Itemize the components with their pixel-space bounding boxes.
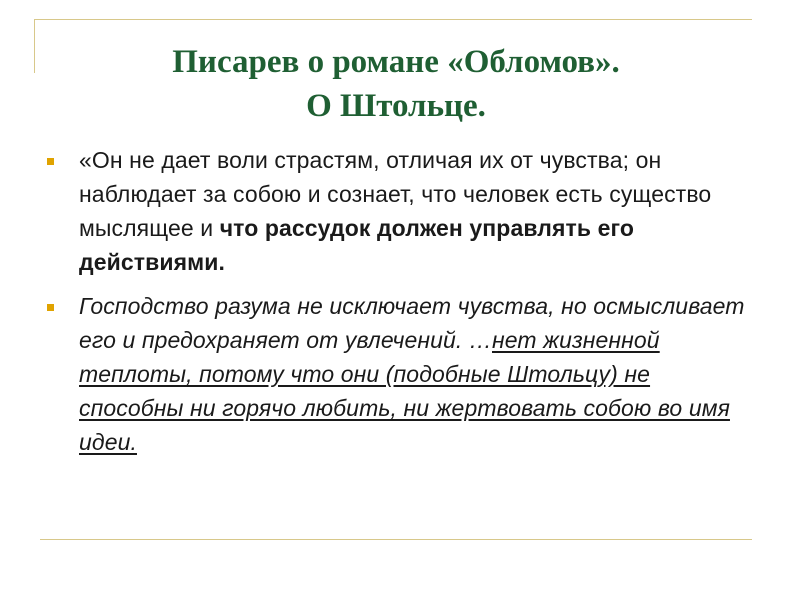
bullet-item-quote [46,143,752,279]
slide-title [40,40,752,128]
reason-underlined-text: нет жизненной теплоты, потому что они (подобные Штольцу) не способны ни горячо любить, ни жертвовать собою во имя идеи. [79,327,730,455]
bullet-text-quote [79,143,752,279]
quote-text: «Он не дает воли страстям, отличая их от чувства; он наблюдает за собою и сознает, что человек есть существо мыслящее и [79,147,712,241]
bullet-item-reason [46,289,752,459]
frame-left-line [34,19,35,73]
bullet-list [46,143,752,459]
frame-top-line [34,19,752,20]
frame-bottom-line [40,539,752,540]
slide-title-line-1: Писарев о романе «Обломов». [172,44,620,80]
quote-bold-text: что рассудок должен управлять его действиями. [79,215,635,275]
bullet-square-icon [47,304,54,311]
bullet-square-icon [47,158,54,165]
bullet-text-reason [79,289,752,459]
slide-title-line-2: О Штольце. [306,88,486,124]
reason-text: Господство разума не исключает чувства, но осмысливает его и предохраняет от увлечений. … [79,293,745,353]
